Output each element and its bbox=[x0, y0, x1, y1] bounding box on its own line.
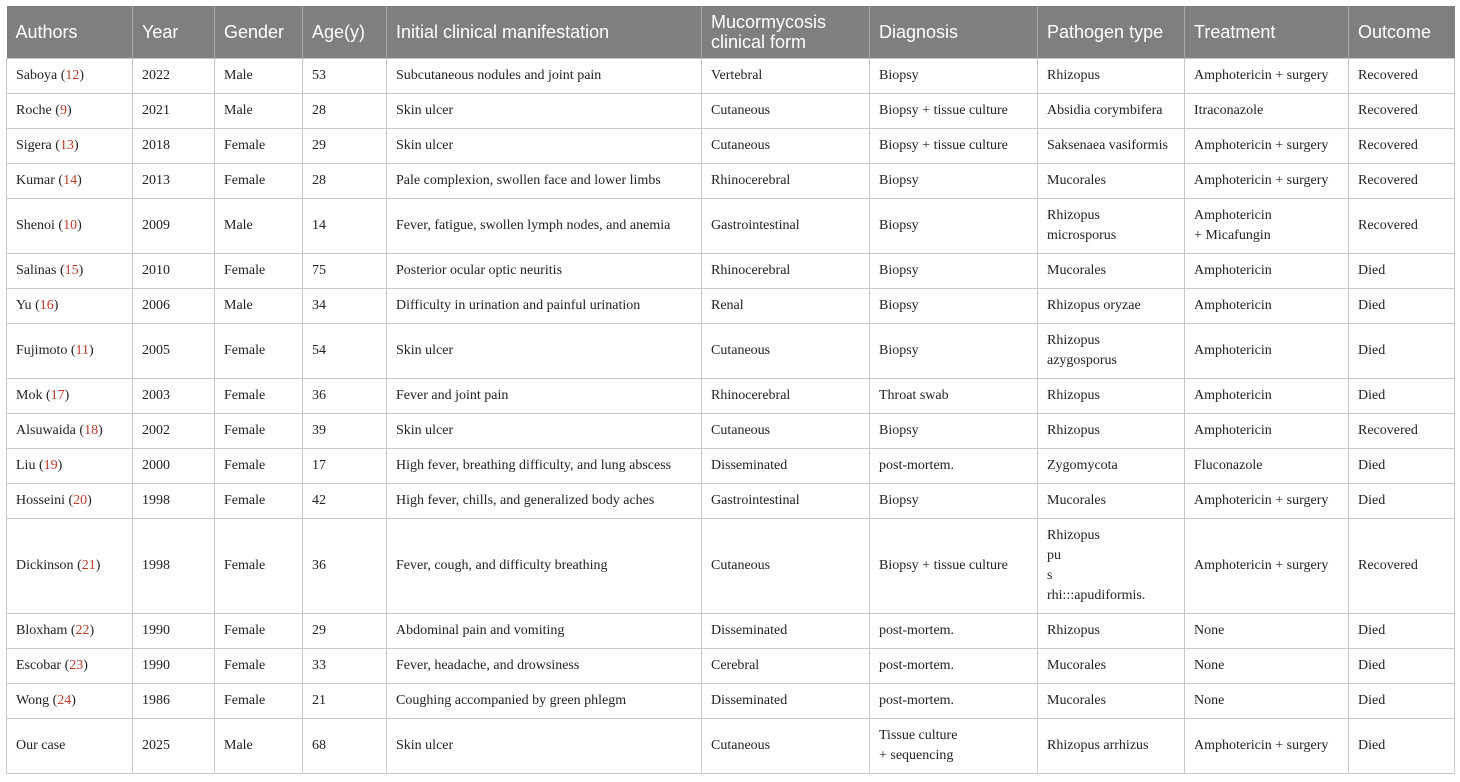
clinical-form-cell: Rhinocerebral bbox=[702, 164, 870, 199]
reference-link[interactable]: 23 bbox=[69, 658, 84, 673]
table-row bbox=[7, 614, 1455, 649]
diagnosis-cell: Throat swab bbox=[870, 379, 1038, 414]
pathogen-cell: Saksenaea vasiformis bbox=[1038, 129, 1185, 164]
author-name: Escobar bbox=[16, 658, 62, 673]
outcome-cell: Died bbox=[1349, 649, 1455, 684]
author-name: Our case bbox=[16, 738, 66, 753]
treatment-cell: Amphotericin + surgery bbox=[1185, 129, 1349, 164]
pathogen-cell: Mucorales bbox=[1038, 649, 1185, 684]
manifestation-cell: Fever, headache, and drowsiness bbox=[387, 649, 702, 684]
outcome-cell: Recovered bbox=[1349, 164, 1455, 199]
author-cell: Shenoi (10) bbox=[7, 199, 133, 254]
diagnosis-cell: Tissue culture + sequencing bbox=[870, 719, 1038, 774]
gender-cell: Female bbox=[215, 164, 303, 199]
age-cell: 36 bbox=[303, 519, 387, 614]
manifestation-cell: Skin ulcer bbox=[387, 324, 702, 379]
table-row bbox=[7, 129, 1455, 164]
year-cell: 2022 bbox=[133, 59, 215, 94]
author-cell: Roche (9) bbox=[7, 94, 133, 129]
author-cell: Mok (17) bbox=[7, 379, 133, 414]
outcome-cell: Died bbox=[1349, 254, 1455, 289]
age-cell: 28 bbox=[303, 94, 387, 129]
diagnosis-cell: Biopsy bbox=[870, 59, 1038, 94]
gender-cell: Female bbox=[215, 414, 303, 449]
year-cell: 2006 bbox=[133, 289, 215, 324]
author-name: Liu bbox=[16, 458, 36, 473]
pathogen-cell: Mucorales bbox=[1038, 684, 1185, 719]
gender-cell: Female bbox=[215, 614, 303, 649]
pathogen-cell: Rhizopus azygosporus bbox=[1038, 324, 1185, 379]
age-cell: 54 bbox=[303, 324, 387, 379]
gender-cell: Male bbox=[215, 719, 303, 774]
pathogen-cell: Rhizopus bbox=[1038, 379, 1185, 414]
pathogen-cell: Rhizopus arrhizus bbox=[1038, 719, 1185, 774]
treatment-cell: Amphotericin bbox=[1185, 414, 1349, 449]
table-row bbox=[7, 254, 1455, 289]
case-table bbox=[6, 6, 1455, 774]
diagnosis-cell: post-mortem. bbox=[870, 649, 1038, 684]
outcome-cell: Died bbox=[1349, 614, 1455, 649]
header-treatment: Treatment bbox=[1185, 6, 1349, 59]
outcome-cell: Recovered bbox=[1349, 129, 1455, 164]
author-name: Sigera bbox=[16, 138, 52, 153]
reference-link[interactable]: 9 bbox=[59, 103, 67, 118]
author-cell: Dickinson (21) bbox=[7, 519, 133, 614]
age-cell: 29 bbox=[303, 614, 387, 649]
year-cell: 2003 bbox=[133, 379, 215, 414]
diagnosis-cell: Biopsy bbox=[870, 289, 1038, 324]
gender-cell: Female bbox=[215, 684, 303, 719]
age-cell: 21 bbox=[303, 684, 387, 719]
header-age: Age(y) bbox=[303, 6, 387, 59]
age-cell: 39 bbox=[303, 414, 387, 449]
table-row bbox=[7, 199, 1455, 254]
year-cell: 1990 bbox=[133, 614, 215, 649]
clinical-form-cell: Renal bbox=[702, 289, 870, 324]
age-cell: 53 bbox=[303, 59, 387, 94]
clinical-form-cell: Cutaneous bbox=[702, 129, 870, 164]
age-cell: 68 bbox=[303, 719, 387, 774]
clinical-form-cell: Cutaneous bbox=[702, 719, 870, 774]
treatment-cell: None bbox=[1185, 649, 1349, 684]
header-clinical-form: Mucormycosis clinical form bbox=[702, 6, 870, 59]
year-cell: 2010 bbox=[133, 254, 215, 289]
manifestation-cell: Fever, fatigue, swollen lymph nodes, and anemia bbox=[387, 199, 702, 254]
manifestation-cell: Skin ulcer bbox=[387, 414, 702, 449]
age-cell: 75 bbox=[303, 254, 387, 289]
table-header-row bbox=[7, 6, 1455, 59]
author-name: Saboya bbox=[16, 68, 58, 83]
clinical-form-cell: Disseminated bbox=[702, 684, 870, 719]
author-cell: Salinas (15) bbox=[7, 254, 133, 289]
diagnosis-cell: Biopsy bbox=[870, 324, 1038, 379]
diagnosis-cell: post-mortem. bbox=[870, 449, 1038, 484]
treatment-cell: Amphotericin + surgery bbox=[1185, 719, 1349, 774]
header-year: Year bbox=[133, 6, 215, 59]
table-row bbox=[7, 289, 1455, 324]
age-cell: 36 bbox=[303, 379, 387, 414]
outcome-cell: Died bbox=[1349, 449, 1455, 484]
pathogen-cell: Zygomycota bbox=[1038, 449, 1185, 484]
table-row bbox=[7, 324, 1455, 379]
diagnosis-cell: Biopsy bbox=[870, 254, 1038, 289]
treatment-cell: Amphotericin bbox=[1185, 289, 1349, 324]
outcome-cell: Recovered bbox=[1349, 94, 1455, 129]
author-cell: Sigera (13) bbox=[7, 129, 133, 164]
author-name: Kumar bbox=[16, 173, 55, 188]
header-gender: Gender bbox=[215, 6, 303, 59]
clinical-form-cell: Disseminated bbox=[702, 614, 870, 649]
treatment-cell: Amphotericin bbox=[1185, 324, 1349, 379]
treatment-cell: Amphotericin + Micafungin bbox=[1185, 199, 1349, 254]
treatment-cell: Amphotericin + surgery bbox=[1185, 484, 1349, 519]
author-cell: Bloxham (22) bbox=[7, 614, 133, 649]
gender-cell: Female bbox=[215, 379, 303, 414]
table-row bbox=[7, 519, 1455, 614]
gender-cell: Female bbox=[215, 484, 303, 519]
year-cell: 2021 bbox=[133, 94, 215, 129]
manifestation-cell: Skin ulcer bbox=[387, 129, 702, 164]
table-row bbox=[7, 449, 1455, 484]
reference-link[interactable]: 10 bbox=[63, 218, 78, 233]
gender-cell: Female bbox=[215, 324, 303, 379]
diagnosis-cell: post-mortem. bbox=[870, 614, 1038, 649]
pathogen-cell: Rhizopus pu s rhi:::apudiformis. bbox=[1038, 519, 1185, 614]
author-name: Mok bbox=[16, 388, 43, 403]
gender-cell: Female bbox=[215, 129, 303, 164]
outcome-cell: Recovered bbox=[1349, 59, 1455, 94]
outcome-cell: Died bbox=[1349, 484, 1455, 519]
diagnosis-cell: Biopsy + tissue culture bbox=[870, 129, 1038, 164]
year-cell: 2025 bbox=[133, 719, 215, 774]
author-cell: Saboya (12) bbox=[7, 59, 133, 94]
manifestation-cell: Subcutaneous nodules and joint pain bbox=[387, 59, 702, 94]
header-authors: Authors bbox=[7, 6, 133, 59]
pathogen-cell: Mucorales bbox=[1038, 254, 1185, 289]
author-cell: Liu (19) bbox=[7, 449, 133, 484]
manifestation-cell: Pale complexion, swollen face and lower limbs bbox=[387, 164, 702, 199]
treatment-cell: Amphotericin bbox=[1185, 379, 1349, 414]
pathogen-cell: Rhizopus bbox=[1038, 59, 1185, 94]
treatment-cell: None bbox=[1185, 614, 1349, 649]
manifestation-cell: Abdominal pain and vomiting bbox=[387, 614, 702, 649]
clinical-form-cell: Rhinocerebral bbox=[702, 379, 870, 414]
pathogen-cell: Rhizopus microsporus bbox=[1038, 199, 1185, 254]
author-cell: Kumar (14) bbox=[7, 164, 133, 199]
outcome-cell: Died bbox=[1349, 719, 1455, 774]
reference-link[interactable]: 13 bbox=[59, 138, 74, 153]
author-cell: Yu (16) bbox=[7, 289, 133, 324]
clinical-form-cell: Cerebral bbox=[702, 649, 870, 684]
gender-cell: Male bbox=[215, 289, 303, 324]
table-row bbox=[7, 684, 1455, 719]
diagnosis-cell: Biopsy bbox=[870, 164, 1038, 199]
year-cell: 1998 bbox=[133, 519, 215, 614]
author-name: Shenoi bbox=[16, 218, 55, 233]
reference-link[interactable]: 18 bbox=[84, 423, 99, 438]
treatment-cell: Itraconazole bbox=[1185, 94, 1349, 129]
author-name: Dickinson bbox=[16, 558, 74, 573]
author-cell: Escobar (23) bbox=[7, 649, 133, 684]
outcome-cell: Died bbox=[1349, 324, 1455, 379]
gender-cell: Male bbox=[215, 199, 303, 254]
diagnosis-cell: Biopsy bbox=[870, 414, 1038, 449]
treatment-cell: None bbox=[1185, 684, 1349, 719]
reference-link[interactable]: 24 bbox=[57, 693, 72, 708]
manifestation-cell: Fever, cough, and difficulty breathing bbox=[387, 519, 702, 614]
year-cell: 2009 bbox=[133, 199, 215, 254]
year-cell: 2018 bbox=[133, 129, 215, 164]
author-name: Bloxham bbox=[16, 623, 68, 638]
treatment-cell: Amphotericin bbox=[1185, 254, 1349, 289]
clinical-form-cell: Vertebral bbox=[702, 59, 870, 94]
age-cell: 17 bbox=[303, 449, 387, 484]
treatment-cell: Amphotericin + surgery bbox=[1185, 59, 1349, 94]
manifestation-cell: Coughing accompanied by green phlegm bbox=[387, 684, 702, 719]
clinical-form-cell: Gastrointestinal bbox=[702, 199, 870, 254]
manifestation-cell: Posterior ocular optic neuritis bbox=[387, 254, 702, 289]
pathogen-cell: Rhizopus oryzae bbox=[1038, 289, 1185, 324]
treatment-cell: Amphotericin + surgery bbox=[1185, 519, 1349, 614]
header-outcome: Outcome bbox=[1349, 6, 1455, 59]
outcome-cell: Recovered bbox=[1349, 199, 1455, 254]
clinical-form-cell: Gastrointestinal bbox=[702, 484, 870, 519]
header-diagnosis: Diagnosis bbox=[870, 6, 1038, 59]
table-row bbox=[7, 59, 1455, 94]
table-row bbox=[7, 164, 1455, 199]
year-cell: 1986 bbox=[133, 684, 215, 719]
author-name: Wong bbox=[16, 693, 50, 708]
age-cell: 33 bbox=[303, 649, 387, 684]
author-name: Alsuwaida bbox=[16, 423, 76, 438]
author-cell: Alsuwaida (18) bbox=[7, 414, 133, 449]
outcome-cell: Recovered bbox=[1349, 519, 1455, 614]
author-cell: Wong (24) bbox=[7, 684, 133, 719]
manifestation-cell: Fever and joint pain bbox=[387, 379, 702, 414]
treatment-cell: Amphotericin + surgery bbox=[1185, 164, 1349, 199]
reference-link[interactable]: 21 bbox=[81, 558, 96, 573]
author-name: Fujimoto bbox=[16, 343, 68, 358]
treatment-cell: Fluconazole bbox=[1185, 449, 1349, 484]
reference-link[interactable]: 12 bbox=[65, 68, 80, 83]
author-cell: Hosseini (20) bbox=[7, 484, 133, 519]
clinical-form-cell: Rhinocerebral bbox=[702, 254, 870, 289]
gender-cell: Female bbox=[215, 254, 303, 289]
pathogen-cell: Absidia corymbifera bbox=[1038, 94, 1185, 129]
gender-cell: Male bbox=[215, 94, 303, 129]
table-row bbox=[7, 414, 1455, 449]
reference-link[interactable]: 16 bbox=[39, 298, 54, 313]
gender-cell: Male bbox=[215, 59, 303, 94]
author-name: Salinas bbox=[16, 263, 57, 278]
year-cell: 2005 bbox=[133, 324, 215, 379]
clinical-form-cell: Cutaneous bbox=[702, 94, 870, 129]
year-cell: 2013 bbox=[133, 164, 215, 199]
table-row bbox=[7, 649, 1455, 684]
age-cell: 34 bbox=[303, 289, 387, 324]
manifestation-cell: High fever, breathing difficulty, and lung abscess bbox=[387, 449, 702, 484]
manifestation-cell: Skin ulcer bbox=[387, 719, 702, 774]
pathogen-cell: Mucorales bbox=[1038, 164, 1185, 199]
diagnosis-cell: Biopsy + tissue culture bbox=[870, 94, 1038, 129]
manifestation-cell: High fever, chills, and generalized body aches bbox=[387, 484, 702, 519]
reference-link[interactable]: 19 bbox=[43, 458, 58, 473]
outcome-cell: Died bbox=[1349, 379, 1455, 414]
diagnosis-cell: post-mortem. bbox=[870, 684, 1038, 719]
manifestation-cell: Skin ulcer bbox=[387, 94, 702, 129]
outcome-cell: Died bbox=[1349, 289, 1455, 324]
header-manifestation: Initial clinical manifestation bbox=[387, 6, 702, 59]
age-cell: 14 bbox=[303, 199, 387, 254]
outcome-cell: Recovered bbox=[1349, 414, 1455, 449]
clinical-form-cell: Cutaneous bbox=[702, 519, 870, 614]
manifestation-cell: Difficulty in urination and painful urination bbox=[387, 289, 702, 324]
diagnosis-cell: Biopsy + tissue culture bbox=[870, 519, 1038, 614]
pathogen-cell: Rhizopus bbox=[1038, 614, 1185, 649]
author-name: Roche bbox=[16, 103, 52, 118]
outcome-cell: Died bbox=[1349, 684, 1455, 719]
table-row bbox=[7, 379, 1455, 414]
age-cell: 28 bbox=[303, 164, 387, 199]
year-cell: 2002 bbox=[133, 414, 215, 449]
clinical-form-cell: Disseminated bbox=[702, 449, 870, 484]
reference-link[interactable]: 15 bbox=[64, 263, 79, 278]
year-cell: 2000 bbox=[133, 449, 215, 484]
table-row bbox=[7, 94, 1455, 129]
pathogen-cell: Mucorales bbox=[1038, 484, 1185, 519]
table-row bbox=[7, 719, 1455, 774]
author-cell: Fujimoto (11) bbox=[7, 324, 133, 379]
reference-link[interactable]: 20 bbox=[73, 493, 88, 508]
diagnosis-cell: Biopsy bbox=[870, 484, 1038, 519]
year-cell: 1998 bbox=[133, 484, 215, 519]
author-cell bbox=[7, 719, 133, 774]
header-pathogen: Pathogen type bbox=[1038, 6, 1185, 59]
reference-link[interactable]: 14 bbox=[63, 173, 78, 188]
author-name: Yu bbox=[16, 298, 32, 313]
author-name: Hosseini bbox=[16, 493, 65, 508]
gender-cell: Female bbox=[215, 449, 303, 484]
gender-cell: Female bbox=[215, 649, 303, 684]
reference-link[interactable]: 17 bbox=[50, 388, 65, 403]
year-cell: 1990 bbox=[133, 649, 215, 684]
clinical-form-cell: Cutaneous bbox=[702, 324, 870, 379]
diagnosis-cell: Biopsy bbox=[870, 199, 1038, 254]
age-cell: 29 bbox=[303, 129, 387, 164]
age-cell: 42 bbox=[303, 484, 387, 519]
reference-link[interactable]: 11 bbox=[75, 343, 90, 358]
clinical-form-cell: Cutaneous bbox=[702, 414, 870, 449]
gender-cell: Female bbox=[215, 519, 303, 614]
table-row bbox=[7, 484, 1455, 519]
reference-link[interactable]: 22 bbox=[75, 623, 90, 638]
pathogen-cell: Rhizopus bbox=[1038, 414, 1185, 449]
